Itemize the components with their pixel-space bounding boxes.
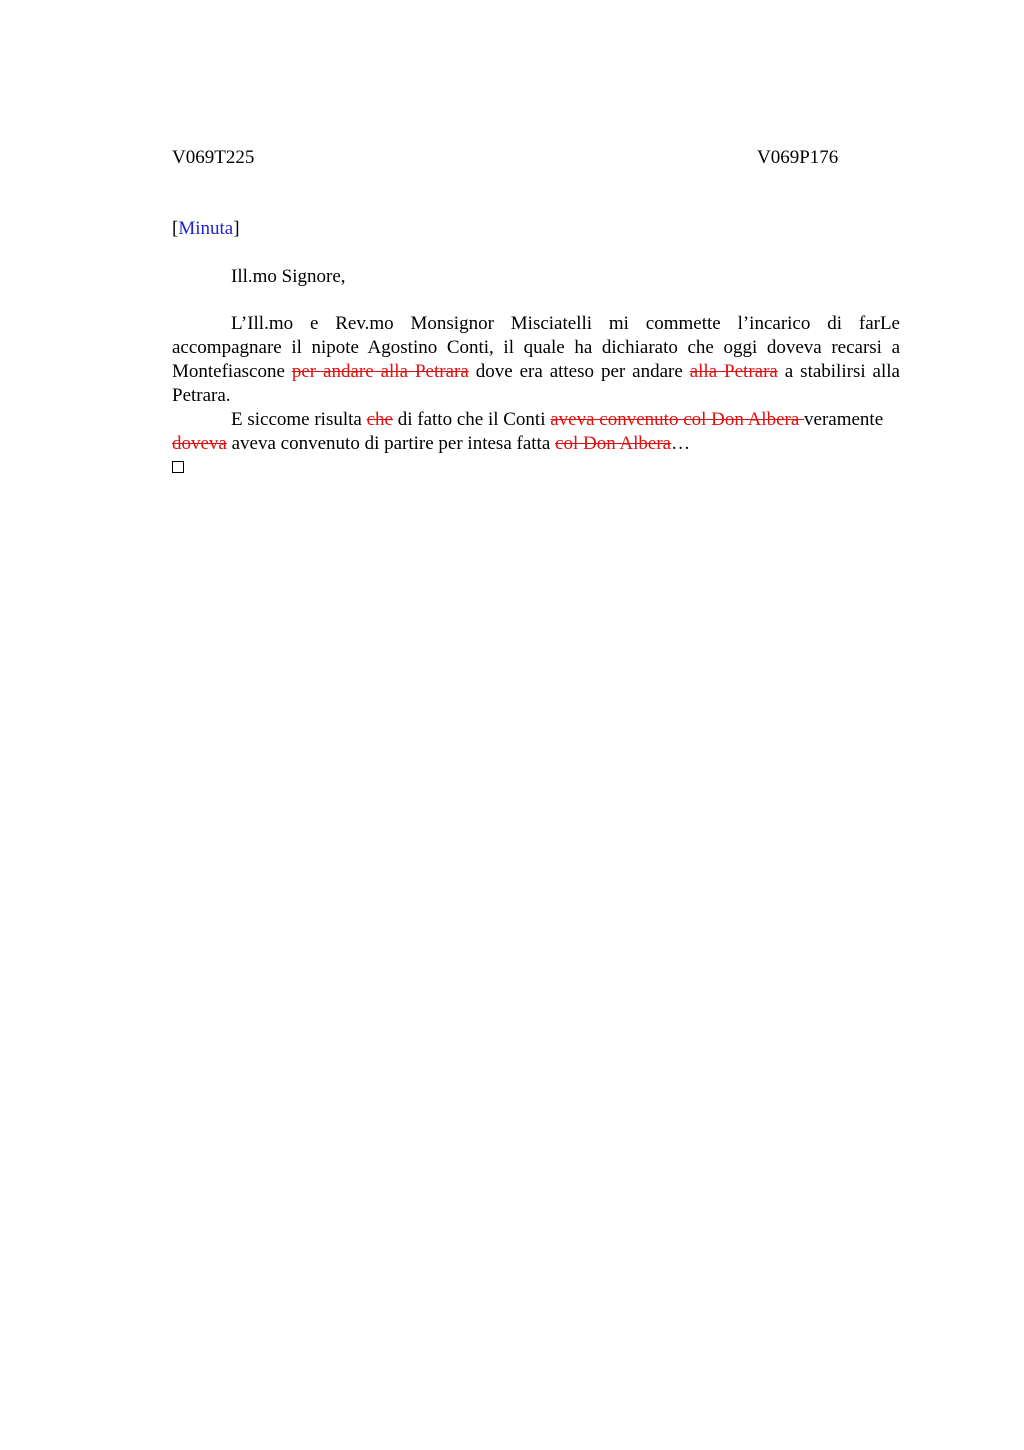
archive-code-right: V069P176 [757, 147, 839, 168]
text-segment: veramente [804, 409, 884, 430]
deleted-text: che [366, 409, 393, 430]
deleted-text: aveva convenuto col Don Albera [550, 409, 805, 430]
salutation: Ill.mo Signore, [231, 266, 346, 287]
text-segment: E siccome risulta [231, 409, 367, 430]
paragraph-2 [172, 408, 900, 456]
text-segment: dove era atteso per andare [468, 361, 690, 382]
text-segment: aveva convenuto di partire per intesa fatta [226, 433, 556, 454]
text-segment: L’Ill.mo e Rev.mo Monsignor Misciatelli mi commette l’incarico di farLe accompagnare il nipote Agostino Conti, il quale ha dichiarato che oggi doveva recarsi a Montefiascone [172, 313, 900, 382]
deleted-text: alla Petrara [689, 361, 778, 382]
empty-checkbox-icon [172, 461, 184, 473]
close-bracket: ] [233, 218, 240, 239]
archive-code-left: V069T225 [172, 147, 255, 168]
minuta-label: Minuta [178, 218, 234, 239]
text-segment: a stabilirsi alla Petrara. [172, 361, 900, 406]
letter-body [172, 312, 900, 473]
paragraph-1 [172, 312, 900, 408]
deleted-text: doveva [172, 433, 227, 454]
open-bracket: [ [172, 218, 179, 239]
text-segment: … [671, 433, 691, 454]
deleted-text: per andare alla Petrara [291, 361, 469, 382]
deleted-text: col Don Albera [555, 433, 672, 454]
document-type-label [172, 217, 240, 241]
text-segment: di fatto che il Conti [392, 409, 551, 430]
